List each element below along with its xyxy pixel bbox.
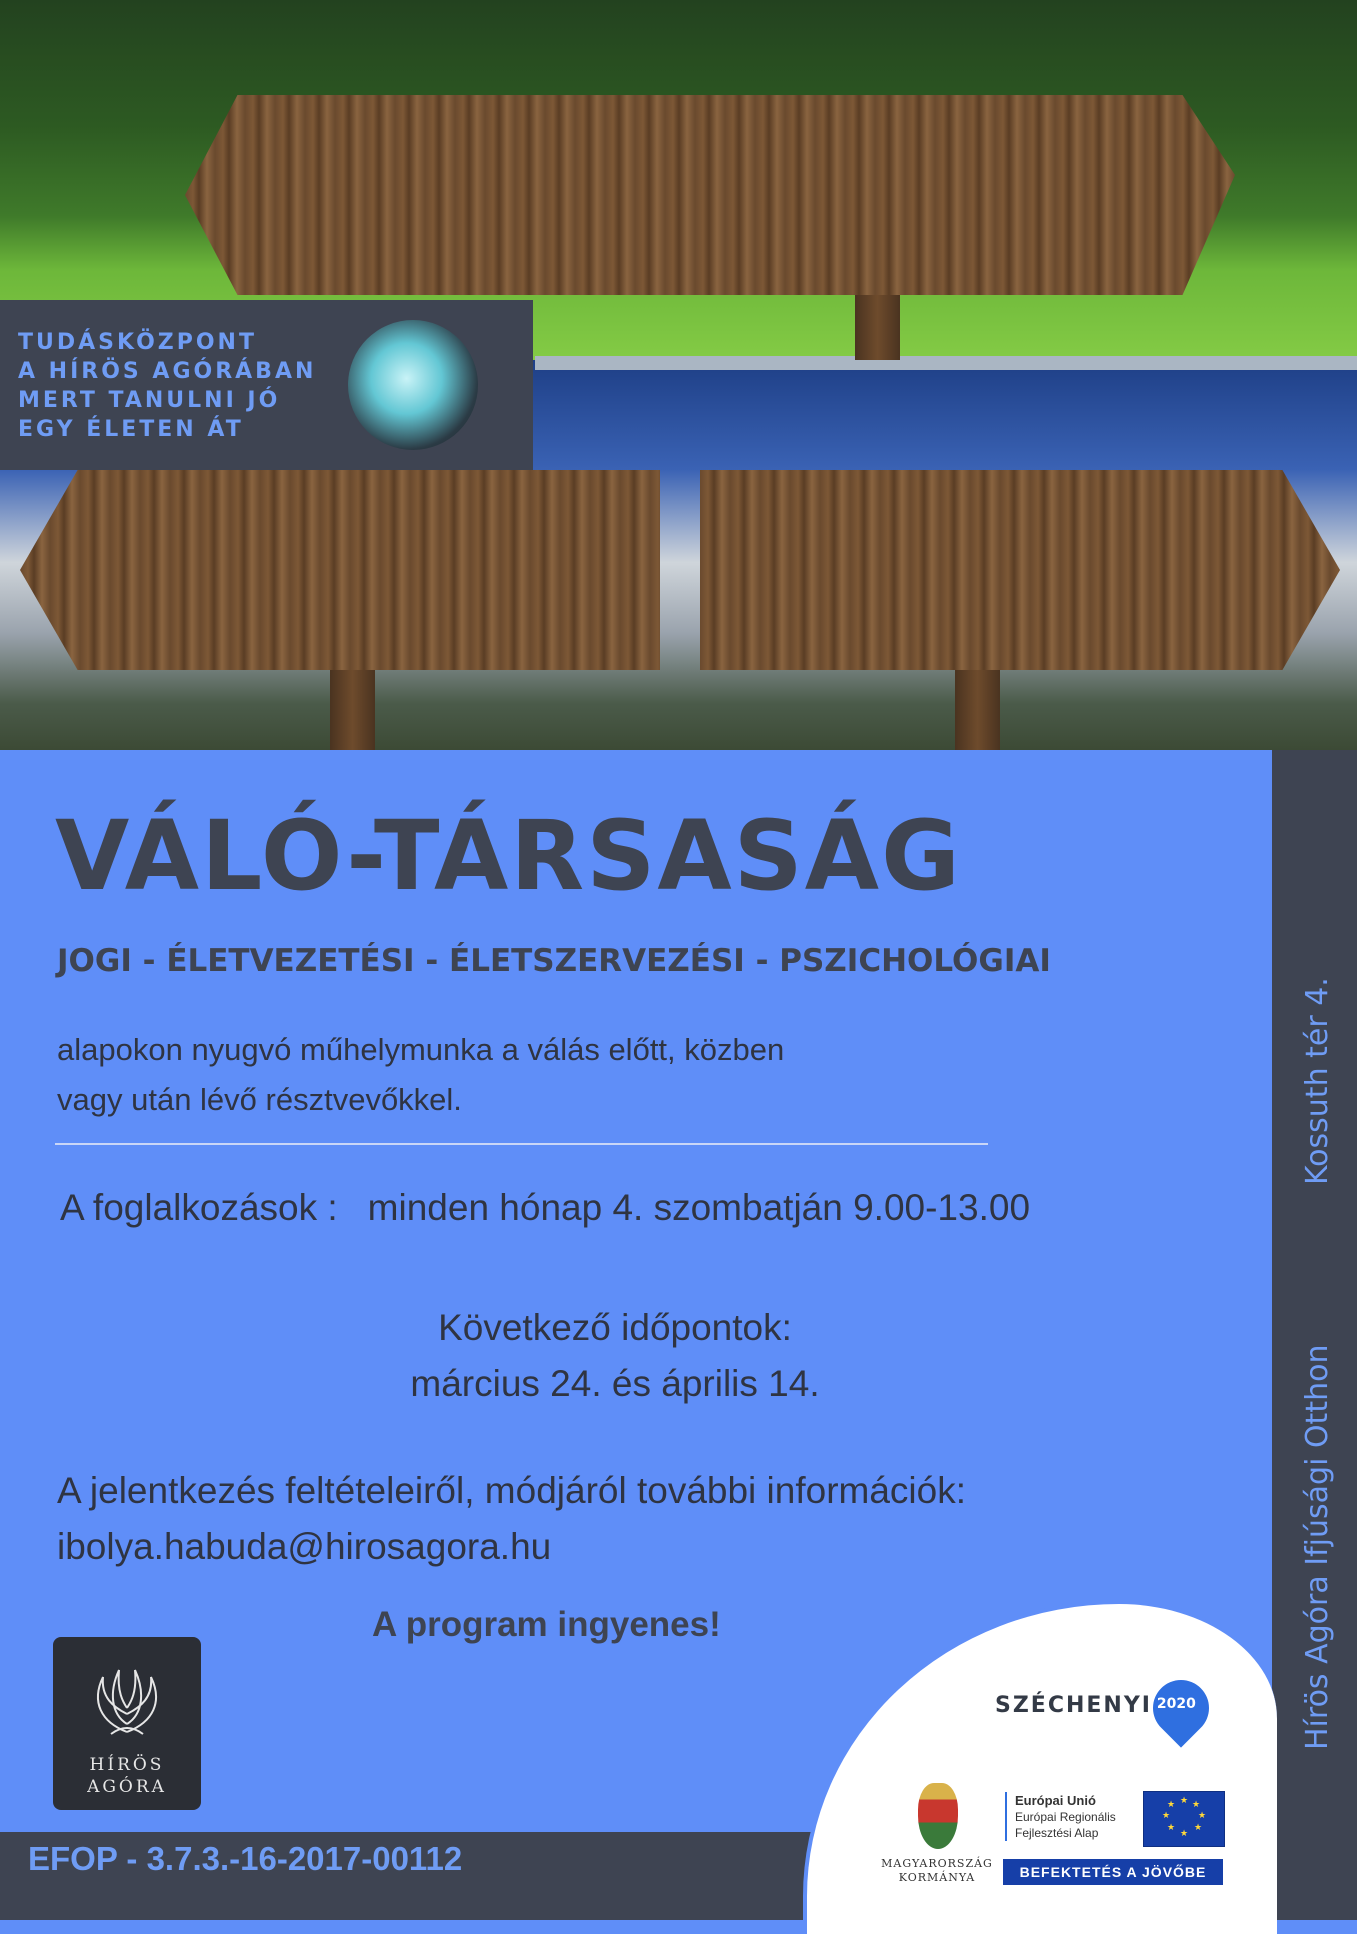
free-program-note: A program ingyenes! [372,1605,721,1644]
hiros-agora-logo [53,1637,201,1810]
next-dates-label: Következő időpontok: [438,1307,792,1348]
page-subtitle: JOGI - ÉLETVEZETÉSI - ÉLETSZERVEZÉSI - PSZICHOLÓGIAI [57,943,1051,979]
eu-fund-text [1005,1792,1116,1841]
signpost-pole [330,670,375,750]
knowledge-center-logo-icon [348,320,478,450]
knowledge-center-badge [0,300,533,470]
eu-slogan-banner: BEFEKTETÉS A JÖVŐBE [1003,1859,1223,1885]
address-text: Kossuth tér 4. [1300,977,1335,1185]
next-dates [300,1300,930,1412]
badge-line: TUDÁSKÖZPONT [18,330,257,355]
schedule [60,1187,1030,1229]
szechenyi-label: SZÉCHENYI [995,1693,1152,1718]
photo-divider [535,356,1357,370]
logo-text: AGÓRA [87,1777,167,1797]
logo-text: HÍRÖS [89,1755,165,1775]
description-line: alapokon nyugvó műhelymunka a válás előtt, közben [57,1032,785,1067]
eu-label: Európai Regionális [1015,1810,1116,1824]
eu-label: Fejlesztési Alap [1015,1826,1099,1840]
hungarian-coat-of-arms-icon [918,1783,958,1849]
contact-info [57,1463,966,1575]
signpost-pole [955,670,1000,750]
badge-line: EGY ÉLETEN ÁT [18,417,244,442]
info-line: A jelentkezés feltételeiről, módjáról további információk: [57,1470,967,1511]
flame-emblem-icon [81,1662,173,1737]
email-link[interactable]: ibolya.habuda@hirosagora.hu [57,1526,552,1567]
government-label: MAGYARORSZÁG [881,1857,993,1870]
wooden-sign-left-arrow [20,470,660,670]
next-dates-value: március 24. és április 14. [410,1363,820,1404]
schedule-value: minden hónap 4. szombatján 9.00-13.00 [367,1187,1031,1228]
badge-line: A HÍRÖS AGÓRÁBAN [18,359,317,384]
organization-text: Hírös Agóra Ifjúsági Otthon [1300,1344,1335,1750]
government-label: KORMÁNYA [898,1871,976,1884]
wooden-sign-right-arrow [700,470,1340,670]
page-title: VÁLÓ-TÁRSASÁG [55,800,962,912]
eu-label: Európai Unió [1015,1793,1096,1808]
description [57,1025,957,1125]
description-line: vagy után lévő résztvevőkkel. [57,1082,462,1117]
schedule-label: A foglalkozások : [60,1187,338,1228]
signpost-pole [855,290,900,360]
badge-line: MERT TANULNI JÓ [18,388,281,413]
wooden-sign-top [185,95,1235,295]
project-code: EFOP - 3.7.3.-16-2017-00112 [28,1840,463,1877]
szechenyi-year: 2020 [1156,1696,1196,1713]
eu-flag-icon: ★ ★ ★ ★ ★ ★ ★ ★ [1143,1791,1225,1847]
knowledge-center-text [18,328,316,444]
divider-line [55,1143,988,1145]
